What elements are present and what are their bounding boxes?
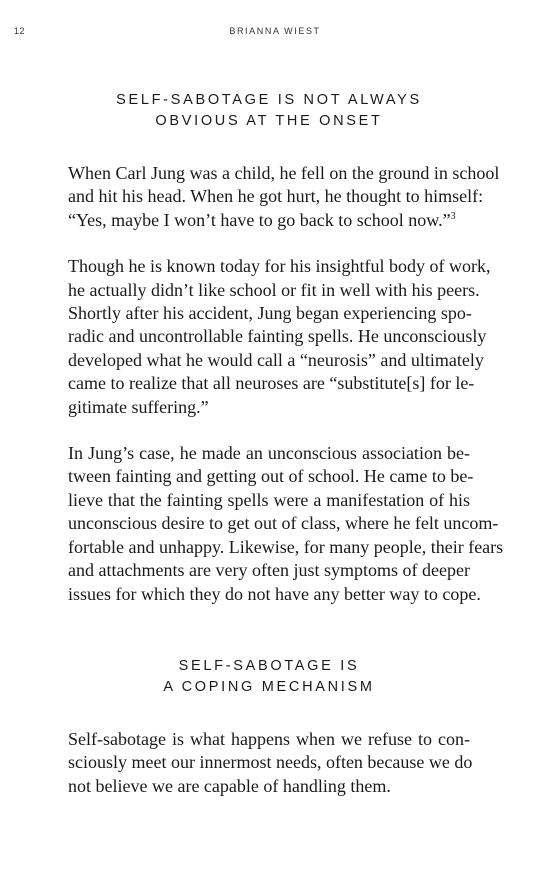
text-line: lieve that the fainting spells were a manifestation of his	[68, 489, 470, 510]
text-line: fortable and unhappy. Likewise, for many people, their fears	[68, 536, 504, 557]
section-heading-1	[68, 90, 470, 132]
text-line: unconscious desire to get out of class, where he felt uncom-	[68, 513, 499, 534]
page-body	[68, 90, 504, 798]
footnote-mark[interactable]: 3	[450, 210, 456, 222]
heading-line: A COPING MECHANISM	[163, 678, 375, 695]
text-line: came to realize that all neuroses are “substitute[s] for le-	[68, 373, 475, 394]
paragraph-1	[68, 162, 500, 232]
paragraph-4	[68, 728, 473, 798]
text-line: developed what he would call a “neurosis” and ultimately	[68, 349, 484, 370]
text-line: not believe we are capable of handling them.	[68, 775, 391, 796]
text-line-content: “Yes, maybe I won’t have to go back to school now.”	[68, 209, 451, 230]
page-number: 12	[14, 26, 26, 36]
text-line: Self-sabotage is what happens when we refuse to con-	[68, 728, 470, 749]
text-line: tween fainting and getting out of school. He came to be-	[68, 466, 474, 487]
text-line: and attachments are very often just symptoms of deeper	[68, 560, 470, 581]
text-line: issues for which they do not have any better way to cope.	[68, 583, 481, 604]
paragraph-2	[68, 255, 491, 419]
running-head-author: BRIANNA WIEST	[229, 26, 321, 36]
section-heading-2	[68, 656, 470, 698]
running-head	[0, 26, 550, 40]
paragraph-3	[68, 442, 504, 606]
text-line	[68, 209, 470, 232]
text-line: and hit his head. When he got hurt, he thought to himself:	[68, 186, 484, 207]
text-line: In Jung’s case, he made an unconscious association be-	[68, 443, 470, 464]
text-line: When Carl Jung was a child, he fell on the ground in school	[68, 163, 500, 183]
text-line: Though he is known today for his insightful body of work,	[68, 256, 491, 277]
text-line: Shortly after his accident, Jung began experiencing spo-	[68, 303, 472, 324]
heading-line: OBVIOUS AT THE ONSET	[155, 113, 383, 129]
text-line: he actually didn’t like school or fit in well with his peers.	[68, 279, 480, 300]
text-line: gitimate suffering.”	[68, 396, 209, 417]
heading-line: SELF-SABOTAGE IS	[178, 657, 360, 674]
text-line: radic and uncontrollable fainting spells. He unconsciously	[68, 326, 487, 347]
heading-line: SELF-SABOTAGE IS NOT ALWAYS	[116, 92, 422, 108]
text-line: sciously meet our innermost needs, often because we do	[68, 752, 473, 773]
